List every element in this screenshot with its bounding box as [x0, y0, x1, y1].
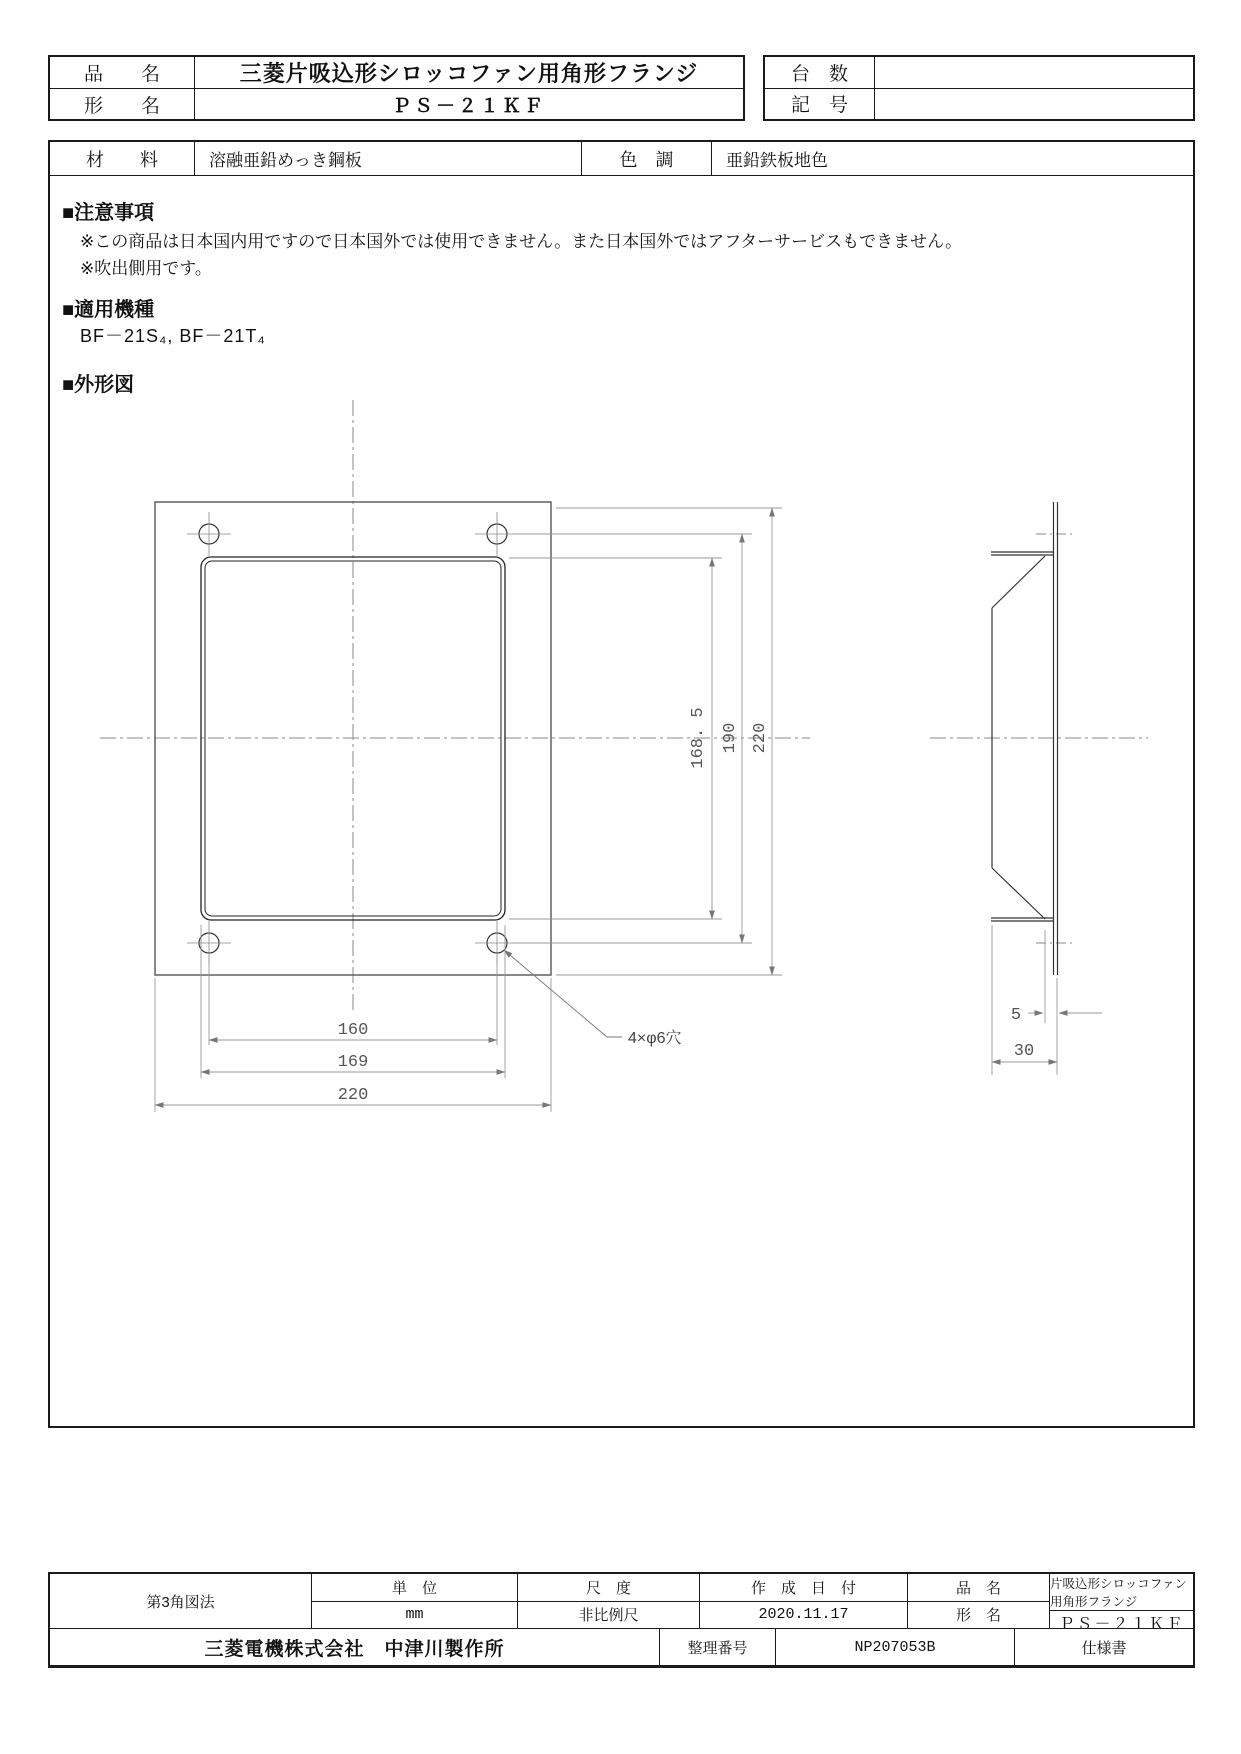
name-label-column — [908, 1574, 1050, 1628]
note-line-2: ※吹出側用です。 — [80, 259, 212, 278]
scale-value: 非比例尺 — [518, 1601, 700, 1629]
name-value-column — [1050, 1574, 1193, 1633]
outline-drawing-heading: ■外形図 — [62, 374, 135, 396]
dim-width-outer: 220 — [337, 1086, 369, 1105]
product-name-value: 三菱片吸込形シロッコファン用角形フランジ — [239, 61, 699, 86]
model-name-value: ＰＳ－２１ＫＦ — [391, 95, 546, 117]
notes-heading: ■注意事項 — [62, 202, 155, 224]
tb-model-name-value: ＰＳ－２１ＫＦ — [1050, 1610, 1193, 1634]
title-block — [48, 1572, 1195, 1668]
side-collar-profile — [991, 552, 1053, 921]
tb-product-name-label: 品 名 — [908, 1574, 1050, 1601]
tb-model-name-label: 形 名 — [908, 1601, 1050, 1629]
scale-column — [518, 1574, 700, 1628]
table-row — [765, 88, 1193, 120]
table-row — [765, 57, 1193, 88]
unit-value: mm — [312, 1601, 518, 1629]
hole-callout-leader — [504, 950, 622, 1037]
scale-label: 尺 度 — [518, 1574, 700, 1601]
dim-height-holes: 190 — [721, 722, 740, 754]
symbol-label: 記 号 — [765, 89, 875, 120]
dim-width-opening: 169 — [337, 1053, 369, 1072]
title-block-lower — [50, 1628, 1193, 1665]
dim-side-depth: 30 — [1013, 1042, 1035, 1061]
color-label: 色 調 — [582, 142, 712, 175]
dim-height-outer: 220 — [751, 722, 770, 754]
material-label: 材 料 — [50, 142, 195, 175]
dim-height-opening: 168. 5 — [689, 707, 708, 769]
side-view — [930, 502, 1148, 1075]
units-count-value — [875, 57, 1193, 88]
outline-drawing — [50, 390, 1191, 1435]
projection-method: 第3角図法 — [50, 1574, 312, 1628]
applicable-models-value: BF－21S₄, BF－21T₄ — [80, 326, 266, 346]
dim-width-holes: 160 — [337, 1021, 369, 1040]
color-value: 亜鉛鉄板地色 — [726, 151, 828, 170]
reference-number-value: NP207053B — [776, 1629, 1015, 1665]
symbol-value — [875, 89, 1193, 120]
date-column — [700, 1574, 908, 1628]
material-value: 溶融亜鉛めっき鋼板 — [195, 142, 582, 175]
front-view — [100, 400, 810, 1112]
mounting-hole-top-left — [187, 512, 231, 556]
table-row — [50, 57, 743, 88]
unit-column — [312, 1574, 518, 1628]
front-vertical-dimensions — [509, 508, 782, 975]
table-row — [50, 88, 743, 119]
materials-row — [50, 142, 1193, 176]
date-label: 作 成 日 付 — [700, 1574, 908, 1601]
unit-symbol-table — [763, 55, 1195, 121]
note-line-1: ※この商品は日本国内用ですので日本国外では使用できません。また日本国外ではアフターサービスもできません。 — [80, 232, 963, 251]
product-name-label: 品 名 — [50, 57, 195, 88]
product-header-table — [48, 55, 745, 121]
hole-callout-text: 4×φ6穴 — [628, 1030, 682, 1047]
model-name-label: 形 名 — [50, 89, 195, 119]
company-name: 三菱電機株式会社 中津川製作所 — [50, 1629, 660, 1665]
document-type: 仕様書 — [1081, 1639, 1127, 1657]
dim-side-gap: 5 — [1010, 1006, 1022, 1025]
unit-label: 単 位 — [312, 1574, 518, 1601]
title-block-upper — [50, 1574, 1193, 1633]
date-value: 2020.11.17 — [700, 1601, 908, 1629]
applicable-models-heading: ■適用機種 — [62, 299, 155, 321]
tb-product-name-value: 片吸込形シロッコファン用角形フランジ — [1050, 1577, 1188, 1609]
side-dimensions — [992, 925, 1102, 1075]
reference-number-label: 整理番号 — [660, 1629, 776, 1665]
units-count-label: 台 数 — [765, 57, 875, 88]
